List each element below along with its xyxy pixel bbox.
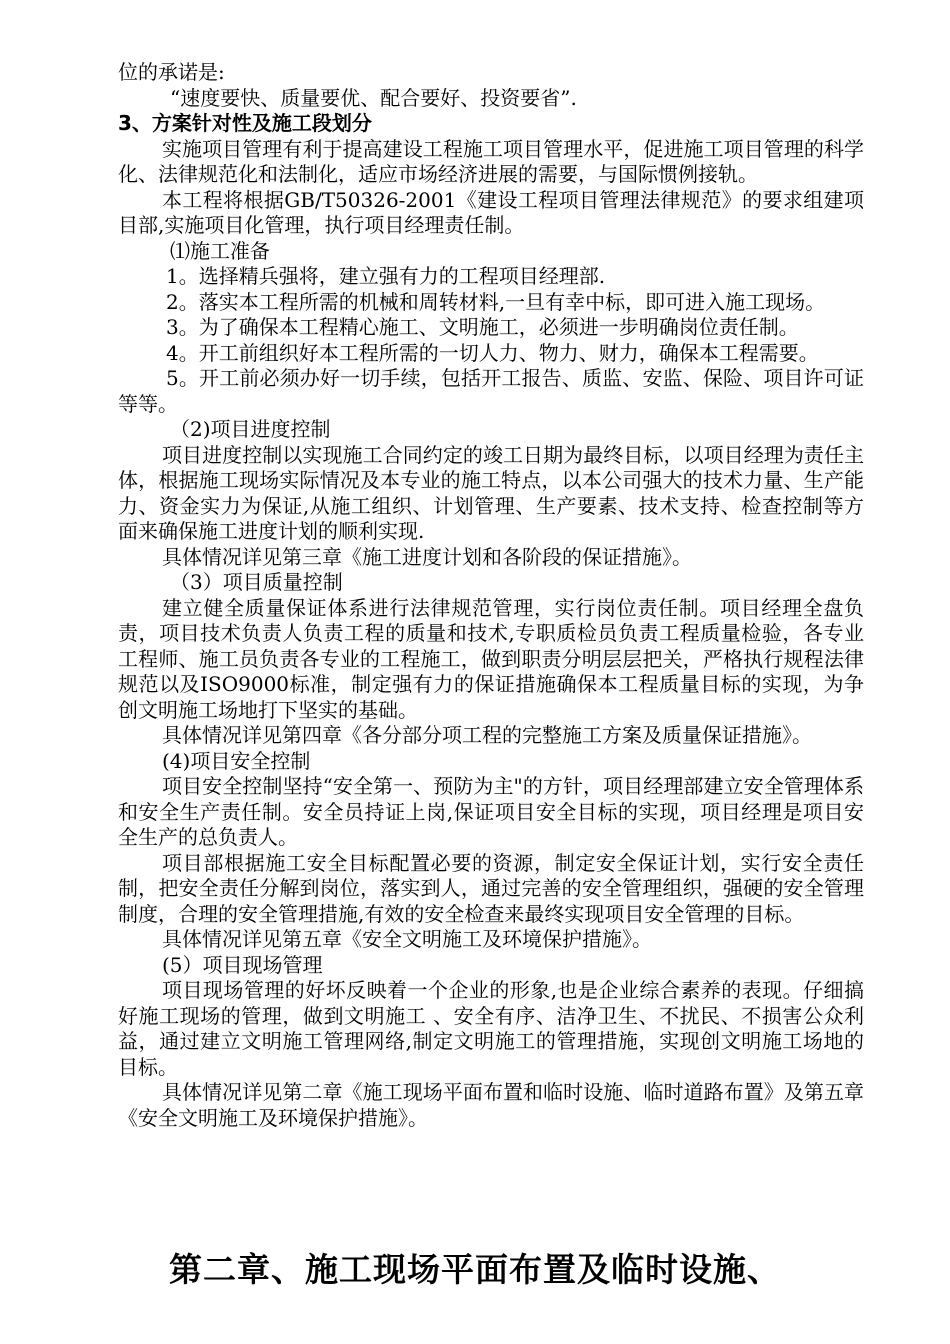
paragraph-quality-reference: 具体情况详见第四章《各分部分项工程的完整施工方案及质量保证措施》。 [162, 723, 812, 747]
slogan-line: “速度要快、质量要优、配合要好、投资要省”. [170, 85, 577, 110]
list-item-1: 1。选择精兵强将，建立强有力的工程项目经理部. [166, 264, 606, 288]
list-item-4: 4。开工前组织好本工程所需的一切人力、物力、财力，确保本工程需要。 [166, 340, 819, 365]
subheading-safety-control: (4)项目安全控制 [162, 748, 311, 773]
paragraph-site-management: 项目现场管理的好坏反映着一个企业的形象,也是企业综合素养的表现。仔细搞好施工现场的管理，做到文明施工 、安全有序、洁净卫生、不扰民、不损害公众利益，通过建立文明施工管理网络,制定文明施工的管理措施，实现创文明施工场地的目标。 [118, 978, 864, 1079]
paragraph-schedule-reference: 具体情况详见第三章《施工进度计划和各阶段的保证措施》。 [162, 544, 692, 569]
paragraph-continuation: 位的承诺是: [118, 60, 225, 84]
chapter-heading: 第二章、施工现场平面布置及临时设施、 [169, 1250, 781, 1289]
list-item-5: 5。开工前必须办好一切手续，包括开工报告、质监、安监、保险、项目许可证等等。 [118, 366, 864, 416]
paragraph-project-management: 实施项目管理有利于提高建设工程施工项目管理水平，促进施工项目管理的科学化、法律规范化和法制化，适应市场经济进展的需要，与国际惯例接轨。 [118, 136, 864, 186]
paragraph-site-reference: 具体情况详见第二章《施工现场平面布置和临时设施、临时道路布置》及第五章《安全文明施工及环境保护措施》。 [118, 1080, 864, 1130]
list-item-2: 2。落实本工程所需的机械和周转材料,一旦有幸中标，即可进入施工现场。 [166, 289, 826, 314]
paragraph-schedule-control: 项目进度控制以实现施工合同约定的竣工日期为最终目标，以项目经理为责任主体，根据施工现场实际情况及本专业的施工特点，以本公司强大的技术力量、生产能力、资金实力为保证,从施工组织、计划管理、生产要素、技术支持、检查控制等方面来确保施工进度计划的顺利实现. [118, 442, 864, 543]
paragraph-quality-control: 建立健全质量保证体系进行法律规范管理，实行岗位责任制。项目经理全盘负责，项目技术负责人负责工程的质量和技术,专职质检员负责工程质量检验，各专业工程师、施工员负责各专业的工程施工，做到职责分明层层把关，严格执行规程法律规范以及ISO9000标准，制定强有力的保证措施确保本工程质量目标的实现，为争创文明施工场地打下坚实的基础。 [118, 595, 864, 722]
paragraph-standard: 本工程将根据GB/T50326-2001《建设工程项目管理法律规范》的要求组建项目部,实施项目化管理，执行项目经理责任制。 [118, 187, 864, 237]
list-item-3: 3。为了确保本工程精心施工、文明施工，必须进一步明确岗位责任制。 [166, 315, 799, 339]
paragraph-safety-control: 项目安全控制坚持“安全第一、预防为主"的方针，项目经理部建立安全管理体系和安全生产责任制。安全员持证上岗,保证项目安全目标的实现，项目经理是项目安全生产的总负责人。 [118, 774, 864, 849]
subheading-quality-control: （3）项目质量控制 [170, 570, 343, 594]
document-body [118, 60, 864, 1131]
section-heading-3: 3、方案针对性及施工段划分 [118, 111, 372, 135]
paragraph-safety-reference: 具体情况详见第五章《安全文明施工及环境保护措施》。 [162, 927, 652, 951]
subheading-site-management: (5）项目现场管理 [162, 952, 323, 977]
subheading-schedule-control: （2)项目进度控制 [170, 417, 331, 441]
paragraph-safety-resources: 项目部根据施工安全目标配置必要的资源，制定安全保证计划，实行安全责任制，把安全责任分解到岗位，落实到人，通过完善的安全管理组织，强硬的安全管理制度，合理的安全管理措施,有效的安全检查来最终实现项目安全管理的目标。 [118, 850, 864, 926]
subheading-preparation: ⑴施工准备 [170, 238, 270, 263]
